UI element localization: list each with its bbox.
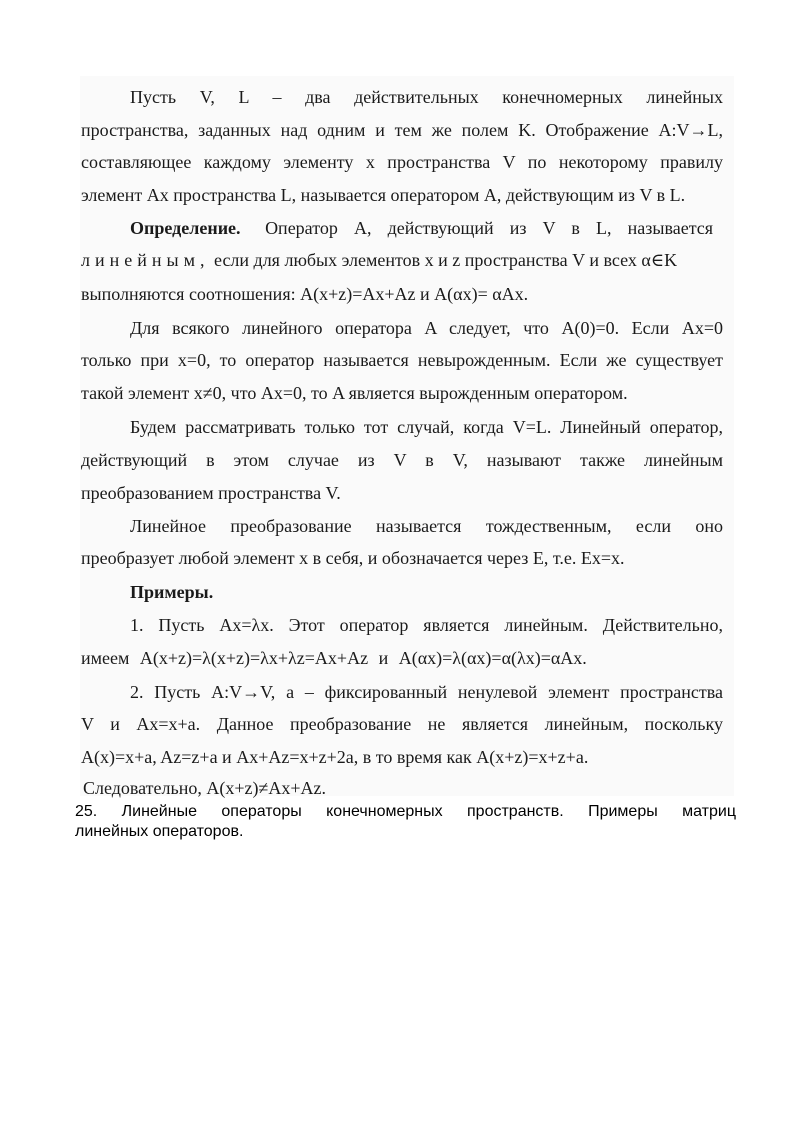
paragraph-3-line-1: Для всякого линейного оператора A следует, что A(0)=0. Если Ax=0 xyxy=(130,318,723,338)
question-line-1: 25. Линейные операторы конечномерных пространств. Примеры матриц xyxy=(75,803,736,820)
paragraph-4-line-2: действующий в этом случае из V в V, называют также линейным xyxy=(81,450,723,470)
example-2-line-1: 2. Пусть A:V→V, a – фиксированный ненулевой элемент пространства xyxy=(130,682,723,702)
definition-heading: Определение. xyxy=(130,218,241,238)
example-2-line-2: V и Ax=x+a. Данное преобразование не является линейным, поскольку xyxy=(81,714,723,734)
paragraph-1-line-3: составляющее каждому элементу x пространства V по некоторому правилу xyxy=(81,152,723,172)
paragraph-3-line-3: такой элемент x≠0, что Ax=0, то A является вырожденным оператором. xyxy=(81,383,628,403)
paragraph-3-line-2: только при x=0, то оператор называется невырожденным. Если же существует xyxy=(81,350,723,370)
example-1-line-2: имеем A(x+z)=λ(x+z)=λx+λz=Ax+Az и A(αx)=λ(αx)=α(λx)=αAx. xyxy=(81,648,587,668)
definition-term-linear: линейным, xyxy=(81,250,210,270)
paragraph-4-line-1: Будем рассматривать только тот случай, когда V=L. Линейный оператор, xyxy=(130,417,723,437)
conclusion-line: Следовательно, A(x+z)≠Ax+Az. xyxy=(83,778,327,798)
definition-line-2 xyxy=(81,247,723,273)
question-line-2: линейных операторов. xyxy=(75,823,244,840)
example-1-line-1: 1. Пусть Ax=λx. Этот оператор является линейным. Действительно, xyxy=(130,615,723,635)
paragraph-5-line-2: преобразует любой элемент x в себя, и обозначается через E, т.е. Ex=x. xyxy=(81,548,625,568)
paragraph-4-line-3: преобразованием пространства V. xyxy=(81,483,341,503)
definition-line-3: выполняются соотношения: A(x+z)=Ax+Az и A(αx)= αAx. xyxy=(81,284,529,304)
paragraph-1-line-1: Пусть V, L – два действительных конечномерных линейных xyxy=(130,87,723,107)
paragraph-1-line-4: элемент Ax пространства L, называется оператором A, действующим из V в L. xyxy=(81,185,686,205)
example-2-line-3: A(x)=x+a, Az=z+a и Ax+Az=x+z+2a, в то время как A(x+z)=x+z+a. xyxy=(81,747,589,767)
paragraph-5-line-1: Линейное преобразование называется тождественным, если оно xyxy=(130,516,723,536)
definition-line-1-rest: Оператор A, действующий из V в L, называется xyxy=(265,218,714,238)
paragraph-1-line-2: пространства, заданных над одним и тем же полем K. Отображение A:V→L, xyxy=(81,120,723,140)
definition-line-1 xyxy=(130,215,723,241)
examples-heading: Примеры. xyxy=(130,582,214,602)
definition-line-2-rest: если для любых элементов x и z пространства V и всех α∈K xyxy=(214,250,678,270)
